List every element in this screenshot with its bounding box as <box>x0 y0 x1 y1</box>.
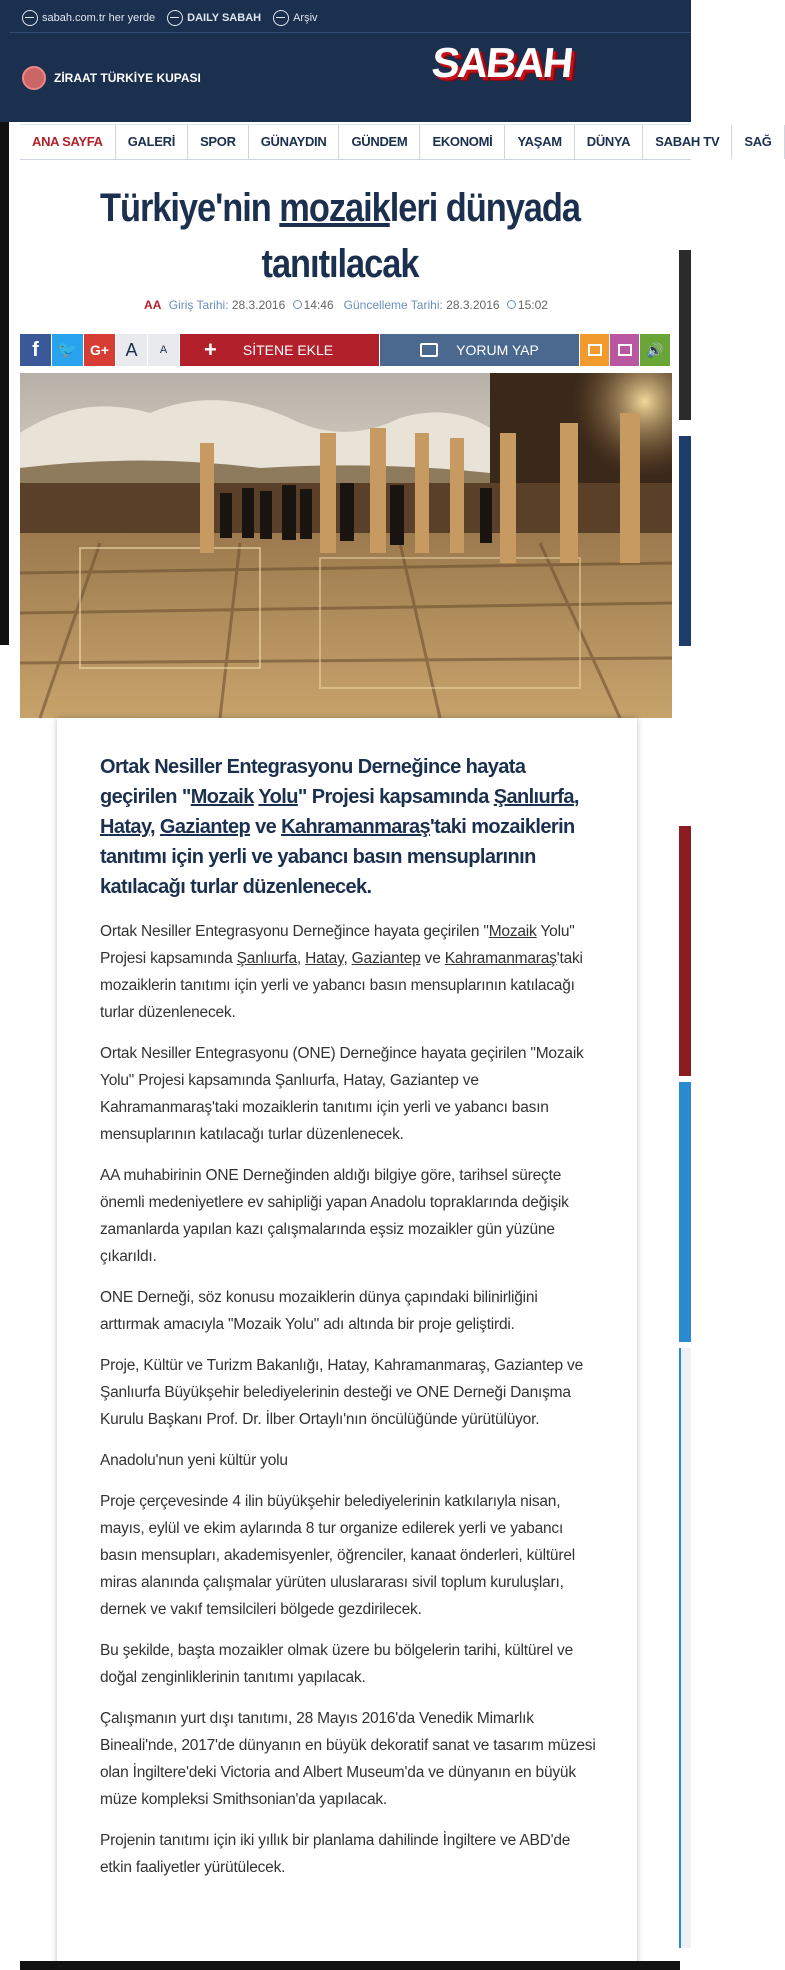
paragraph: Ortak Nesiller Entegrasyonu (ONE) Derneğince hayata geçirilen "Mozaik Yolu" Projesi kapsamında Şanlıurfa, Hatay, Gaziantep ve Kahramanmaraş'taki mozaiklerin tanıtımı için yerli ve yabancı basın mensuplarının katılacağı turlar düzenlenecek. <box>100 1045 584 1143</box>
article-body <box>100 918 600 1895</box>
nav-item-ana-sayfa[interactable]: ANA SAYFA <box>20 125 116 159</box>
globe-icon <box>167 10 183 26</box>
side-ad-2[interactable] <box>679 436 691 646</box>
article-title: Türkiye'nin mozaikleri dünyada tanıtılacak <box>99 186 580 286</box>
side-ad-4[interactable] <box>679 1082 691 1342</box>
paragraph: AA muhabirinin ONE Derneğinden aldığı bilgiye göre, tarihsel süreçte önemli medeniyetlere ev sahipliği yapan Anadolu topraklarında değişik zamanlarda yapılan kazı çalışmalarında eşsiz mozaikler gün yüzüne çıkarıldı. <box>100 1167 569 1265</box>
article-meta: AA Giriş Tarihi: 28.3.2016 14:46 Güncelleme Tarihi: 28.3.2016 15:02 <box>144 298 548 312</box>
body-link-sanliurfa[interactable]: Şanlıurfa <box>236 950 297 967</box>
print-icon <box>588 344 602 356</box>
twitter-share-button[interactable] <box>52 334 84 366</box>
archive-link[interactable]: Arşiv <box>273 10 317 26</box>
share-bar <box>20 334 672 366</box>
facebook-icon: f <box>32 338 39 361</box>
paragraph: Bu şekilde, başta mozaikler olmak üzere bu bölgelerin tarihi, kültürel ve doğal zenginliklerinin tanıtımı yapılacak. <box>100 1642 574 1686</box>
sabah-logo[interactable]: SABAH <box>429 39 574 86</box>
twitter-icon: 🐦 <box>57 342 78 359</box>
lead-link-gaziantep[interactable]: Gaziantep <box>159 816 251 838</box>
archive-icon <box>273 10 289 26</box>
paragraph: Çalışmanın yurt dışı tanıtımı, 28 Mayıs 2016'da Venedik Mimarlık Bineali'nde, 2017'de dünyanın en büyük dekoratif sanat ve tasarım müzesi olan İngiltere'deki Victoria and Albert Museum'da ve dünyanın en büyük müze kompleksi Smithsonian'da yapılacak. <box>100 1710 596 1808</box>
comment-button[interactable]: YORUM YAP <box>380 334 580 366</box>
mail-button[interactable] <box>610 334 640 366</box>
lead-link-yolu[interactable]: Yolu <box>258 786 298 808</box>
nav-item-saglik[interactable]: SAĞ <box>732 125 784 159</box>
lead-link-mozaik[interactable]: Mozaik <box>190 786 254 808</box>
daily-sabah-link[interactable]: DAILY SABAH <box>167 10 261 26</box>
side-ad-3[interactable] <box>679 826 691 1076</box>
lead-link-sanliurfa[interactable]: Şanlıurfa <box>493 786 574 808</box>
add-to-site-button[interactable]: + SİTENE EKLE <box>180 334 380 366</box>
print-button[interactable] <box>580 334 610 366</box>
clock-icon <box>507 300 516 309</box>
lead-link-hatay[interactable]: Hatay <box>100 816 150 838</box>
speaker-icon: 🔊 <box>646 341 664 358</box>
body-link-kahramanmaras[interactable]: Kahramanmaraş <box>444 950 557 967</box>
nav-item-yasam[interactable]: YAŞAM <box>505 125 574 159</box>
side-ad-5[interactable] <box>679 1348 691 1948</box>
site-link[interactable]: sabah.com.tr her yerde <box>22 10 155 26</box>
font-decrease-button[interactable]: A <box>148 334 180 366</box>
googleplus-icon: G+ <box>89 342 110 358</box>
ziraat-cup-link[interactable]: ZİRAAT TÜRKİYE KUPASI <box>22 66 201 90</box>
article-hero-image <box>20 373 672 718</box>
subheading: Anadolu'nun yeni kültür yolu <box>100 1452 288 1469</box>
nav-item-sabah-tv[interactable]: SABAH TV <box>643 125 732 159</box>
font-increase-button[interactable]: A <box>116 334 148 366</box>
nav-item-gunaydin[interactable]: GÜNAYDIN <box>249 125 340 159</box>
paragraph: ONE Derneği, söz konusu mozaiklerin dünya çapındaki bilinirliğini arttırmak amacıyla "Mozaik Yolu" adı altında bir proje geliştirdi. <box>100 1289 538 1333</box>
cup-badge-icon <box>22 66 46 90</box>
paragraph: Ortak Nesiller Entegrasyonu Derneğince hayata geçirilen "Mozaik Yolu" Projesi kapsamında Şanlıurfa, Hatay, Gaziantep ve Kahramanmaraş'taki mozaiklerin tanıtımı için yerli ve yabancı basın mensuplarının katılacağı turlar düzenlenecek. <box>100 923 583 1021</box>
paragraph: Proje, Kültür ve Turizm Bakanlığı, Hatay, Kahramanmaraş, Gaziantep ve Şanlıurfa Büyükşehir belediyelerinin desteği ve ONE Derneği Danışma Kurulu Başkanı Prof. Dr. İlber Ortaylı'nın öncülüğünde yürütülüyor. <box>100 1357 583 1428</box>
museum-photo <box>20 373 672 718</box>
nav-item-dunya[interactable]: DÜNYA <box>575 125 644 159</box>
article-lead: Ortak Nesiller Entegrasyonu Derneğince hayata geçirilen "Mozaik Yolu" Projesi kapsamında Şanlıurfa, Hatay, Gaziantep ve Kahramanmaraş'taki mozaiklerin tanıtımı için yerli ve yabancı basın mensuplarının katılacağı turlar düzenlenecek. <box>100 756 579 898</box>
nav-item-ekonomi[interactable]: EKONOMİ <box>420 125 505 159</box>
nav-item-gundem[interactable]: GÜNDEM <box>339 125 420 159</box>
title-link-mozaik[interactable]: mozaik <box>279 186 390 230</box>
googleplus-share-button[interactable] <box>84 334 116 366</box>
plus-icon: + <box>204 337 217 362</box>
paragraph: Projenin tanıtımı için iki yıllık bir planlama dahilinde İngiltere ve ABD'de etkin faaliyetler yürütülecek. <box>100 1832 571 1876</box>
lead-link-kahramanmaras[interactable]: Kahramanmaraş <box>281 816 431 838</box>
nav-item-spor[interactable]: SPOR <box>188 125 249 159</box>
main-nav <box>20 124 772 160</box>
body-link-gaziantep[interactable]: Gaziantep <box>351 950 421 967</box>
bottom-edge-bar <box>20 1961 680 1970</box>
listen-button[interactable] <box>640 334 670 366</box>
side-ad-1[interactable] <box>679 250 691 420</box>
body-link-hatay[interactable]: Hatay <box>305 950 344 967</box>
body-link-mozaik[interactable]: Mozaik <box>488 923 537 940</box>
top-bar <box>22 6 318 30</box>
site-header <box>0 0 691 122</box>
globe-icon <box>22 10 38 26</box>
comment-icon <box>420 343 438 357</box>
source-label[interactable]: AA <box>144 298 162 312</box>
clock-icon <box>293 300 302 309</box>
nav-item-galeri[interactable]: GALERİ <box>116 125 188 159</box>
topbar-divider <box>9 32 691 33</box>
facebook-share-button[interactable] <box>20 334 52 366</box>
mail-icon <box>618 344 632 356</box>
paragraph: Proje çerçevesinde 4 ilin büyükşehir belediyelerinin katkılarıyla nisan, mayıs, eylül ve ekim aylarında 8 tur organize edilerek yerli ve yabancı basın mensupları, akademisyenler, öğrenciler, kanaat önderleri, kültürel miras alanında çalışmalar yürüten uluslararası sivil toplum kuruluşları, dernek ve vakıf temsilcileri bölgede gezdirilecek. <box>100 1493 575 1618</box>
